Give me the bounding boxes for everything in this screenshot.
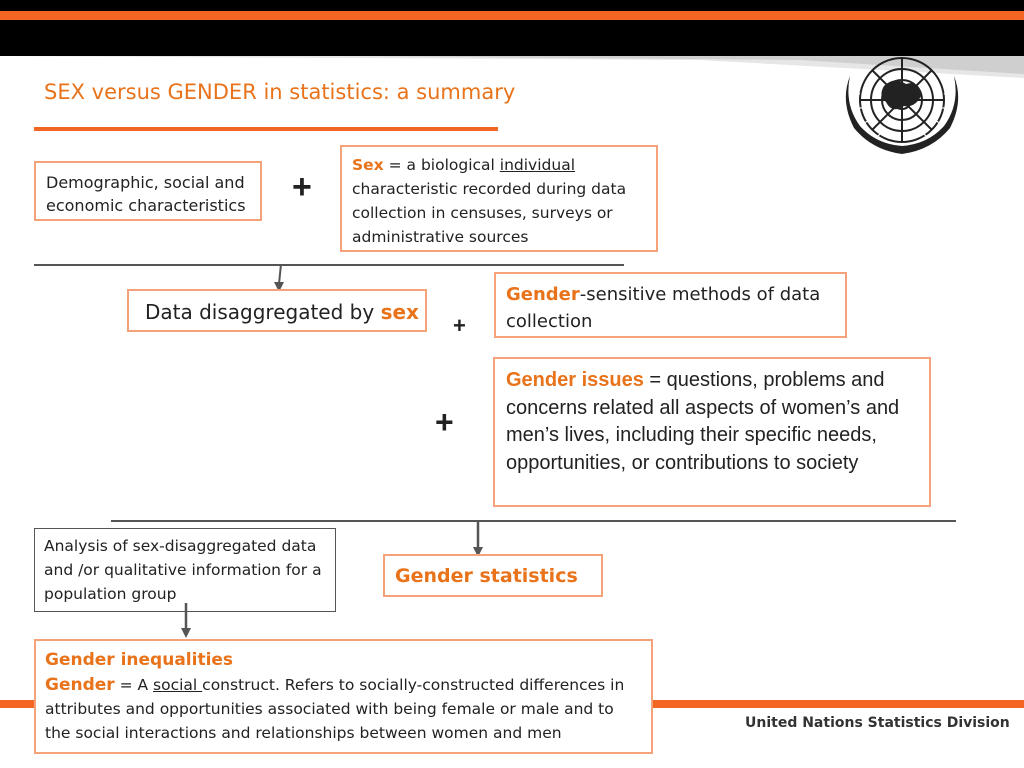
sex-term: Sex [352, 156, 384, 174]
gender-inequalities-underlined: social [153, 676, 203, 694]
plus-sign: + [453, 313, 466, 338]
divider-line [34, 264, 624, 266]
gender-statistics-text: Gender statistics [395, 565, 578, 587]
divider-line [111, 520, 956, 522]
un-emblem-icon [832, 46, 972, 166]
gender-inequalities-text [45, 673, 642, 745]
plus-sign: + [435, 404, 454, 440]
sex-definition-box [340, 145, 658, 252]
analysis-text: Analysis of sex-disaggregated data and /or qualitative information for a population group [44, 537, 322, 603]
data-disaggregated-text [145, 299, 419, 325]
plus-sign: + [292, 168, 312, 206]
gender-statistics-box [383, 554, 603, 597]
gender-inequalities-term: Gender [45, 675, 115, 695]
sex-definition-part-b: characteristic recorded during data collection in censuses, surveys or administrative sources [352, 180, 627, 246]
demographic-text: Demographic, social and economic characteristics [46, 173, 246, 215]
analysis-box [34, 528, 336, 612]
data-disaggregated-box [127, 289, 427, 332]
flow-arrow [172, 603, 202, 641]
footer-organization: United Nations Statistics Division [745, 715, 1010, 731]
data-disaggregated-prefix: Data disaggregated by [145, 300, 381, 324]
gender-issues-text [506, 367, 918, 477]
sex-definition-text [352, 153, 646, 249]
data-disaggregated-emph: sex [380, 300, 419, 324]
gender-methods-box [494, 272, 847, 338]
gender-inequalities-box [34, 639, 653, 754]
gender-inequalities-part-a: = A [114, 676, 154, 694]
gender-inequalities-heading: Gender inequalities [45, 650, 234, 670]
gender-methods-term: Gender [506, 284, 580, 305]
gender-issues-rest: = questions, problems and concerns related all aspects of women’s and men’s lives, including their specific needs, opportunities, or contributions to society [506, 369, 900, 474]
page-title: SEX versus GENDER in statistics: a summary [44, 80, 516, 104]
gender-inequalities-part-b: construct. Refers to socially-constructed differences in attributes and opportunities associated with being female or male and to the social interactions and relationships between women and men [45, 676, 625, 742]
gender-issues-box [493, 357, 931, 507]
sex-definition-underlined: individual [499, 156, 576, 174]
gender-methods-rest: -sensitive methods of data collection [506, 284, 821, 332]
demographic-box [34, 161, 262, 221]
gender-methods-text [506, 281, 835, 335]
title-underline [34, 127, 498, 131]
sex-definition-part-a: = a biological [383, 156, 500, 174]
gender-issues-term: Gender issues [506, 369, 644, 391]
